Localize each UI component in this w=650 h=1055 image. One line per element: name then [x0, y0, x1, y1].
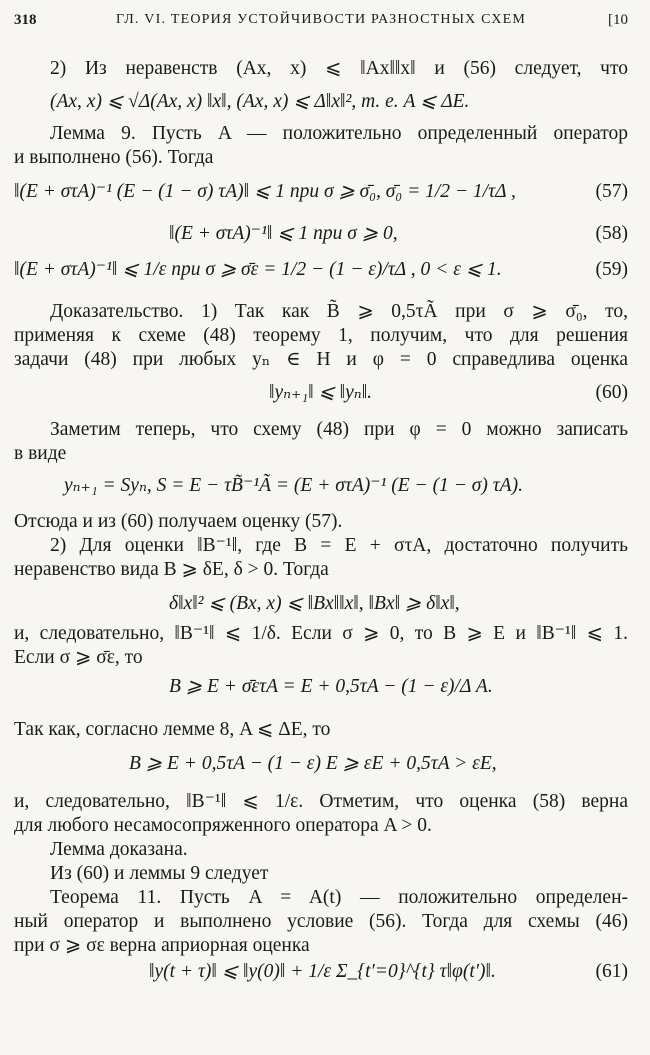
running-title: ГЛ. VI. ТЕОРИЯ УСТОЙЧИВОСТИ РАЗНОСТНЫХ СХЕМ [115, 12, 527, 27]
proof-start: Доказательство. 1) Так как B̃ ⩾ 0,5τÃ при σ ⩾ σ̄₀, то, [50, 301, 628, 322]
text-line: и, следовательно, ‖B⁻¹‖ ⩽ 1/δ. Если σ ⩾ 0, то B ⩾ E и ‖B⁻¹‖ ⩽ 1. [14, 623, 628, 644]
formula: ‖(E + στA)⁻¹ (E − (1 − σ) τA)‖ ⩽ 1 при σ ⩾ σ̄₀, σ̄₀ = 1/2 − 1/τΔ , [14, 181, 516, 202]
text-line: для любого несамосопряженного оператора A > 0. [14, 815, 432, 836]
text-line: в виде [14, 443, 67, 464]
text-line: применяя к схеме (48) теорему 1, получим, что для решения [14, 325, 628, 346]
lemma-end: Лемма доказана. [50, 839, 188, 860]
section-number: [10 [608, 12, 628, 28]
text-line: и выполнено (56). Тогда [14, 147, 214, 168]
theorem-11-title: Теорема 11. Пусть A = A(t) — положительно определен- [50, 887, 628, 908]
text-line: и, следовательно, ‖B⁻¹‖ ⩽ 1/ε. Отметим, что оценка (58) верна [14, 791, 628, 812]
equation-number: (58) [595, 223, 628, 244]
formula: δ‖x‖² ⩽ (Bx, x) ⩽ ‖Bx‖‖x‖, ‖Bx‖ ⩾ δ‖x‖, [169, 593, 460, 614]
page-number: 318 [14, 12, 37, 28]
text-line: Так как, согласно лемме 8, A ⩽ ΔE, то [14, 719, 331, 740]
formula: ‖(E + στA)⁻¹‖ ⩽ 1 при σ ⩾ 0, [169, 223, 398, 244]
equation-number: (61) [595, 961, 628, 982]
formula: (Ax, x) ⩽ √Δ(Ax, x) ‖x‖, (Ax, x) ⩽ Δ‖x‖², т. е. A ⩽ ΔE. [50, 91, 470, 112]
formula: ‖yₙ₊₁‖ ⩽ ‖yₙ‖. [269, 382, 373, 403]
formula: B ⩾ E + 0,5τA − (1 − ε) E ⩾ εE + 0,5τA > εE, [129, 753, 497, 774]
text-line: при σ ⩾ σε верна априорная оценка [14, 935, 310, 956]
page-header [14, 12, 628, 36]
text-line: неравенство вида B ⩾ δE, δ > 0. Тогда [14, 559, 329, 580]
lemma-9-title: Лемма 9. Пусть A — положительно определенный оператор [50, 123, 628, 144]
text-line: Отсюда и из (60) получаем оценку (57). [14, 511, 343, 532]
text-line: 2) Из неравенств (Ax, x) ⩽ ‖Ax‖‖x‖ и (56) следует, что [50, 58, 628, 79]
text-line: 2) Для оценки ‖B⁻¹‖, где B = E + στA, достаточно получить [50, 535, 628, 556]
text-line: Заметим теперь, что схему (48) при φ = 0 можно записать [50, 419, 628, 440]
formula: ‖(E + στA)⁻¹‖ ⩽ 1/ε при σ ⩾ σ̄ε = 1/2 − (1 − ε)/τΔ , 0 < ε ⩽ 1. [14, 259, 502, 280]
text-line: ный оператор и выполнено условие (56). Тогда для схемы (46) [14, 911, 628, 932]
text-line: Если σ ⩾ σ̄ε, то [14, 647, 143, 668]
formula: B ⩾ E + σ̄ετA = E + 0,5τA − (1 − ε)/Δ A. [169, 676, 493, 697]
equation-number: (59) [595, 259, 628, 280]
formula: yₙ₊₁ = Syₙ, S = E − τB̃⁻¹Ã = (E + στA)⁻¹ (E − (1 − σ) τA). [64, 475, 523, 496]
text-line: задачи (48) при любых yₙ ∈ H и φ = 0 справедлива оценка [14, 349, 628, 370]
text-line: Из (60) и леммы 9 следует [50, 863, 269, 884]
formula: ‖y(t + τ)‖ ⩽ ‖y(0)‖ + 1/ε Σ_{t′=0}^{t} τ‖φ(t′)‖. [149, 961, 496, 982]
equation-number: (60) [595, 382, 628, 403]
equation-number: (57) [595, 181, 628, 202]
